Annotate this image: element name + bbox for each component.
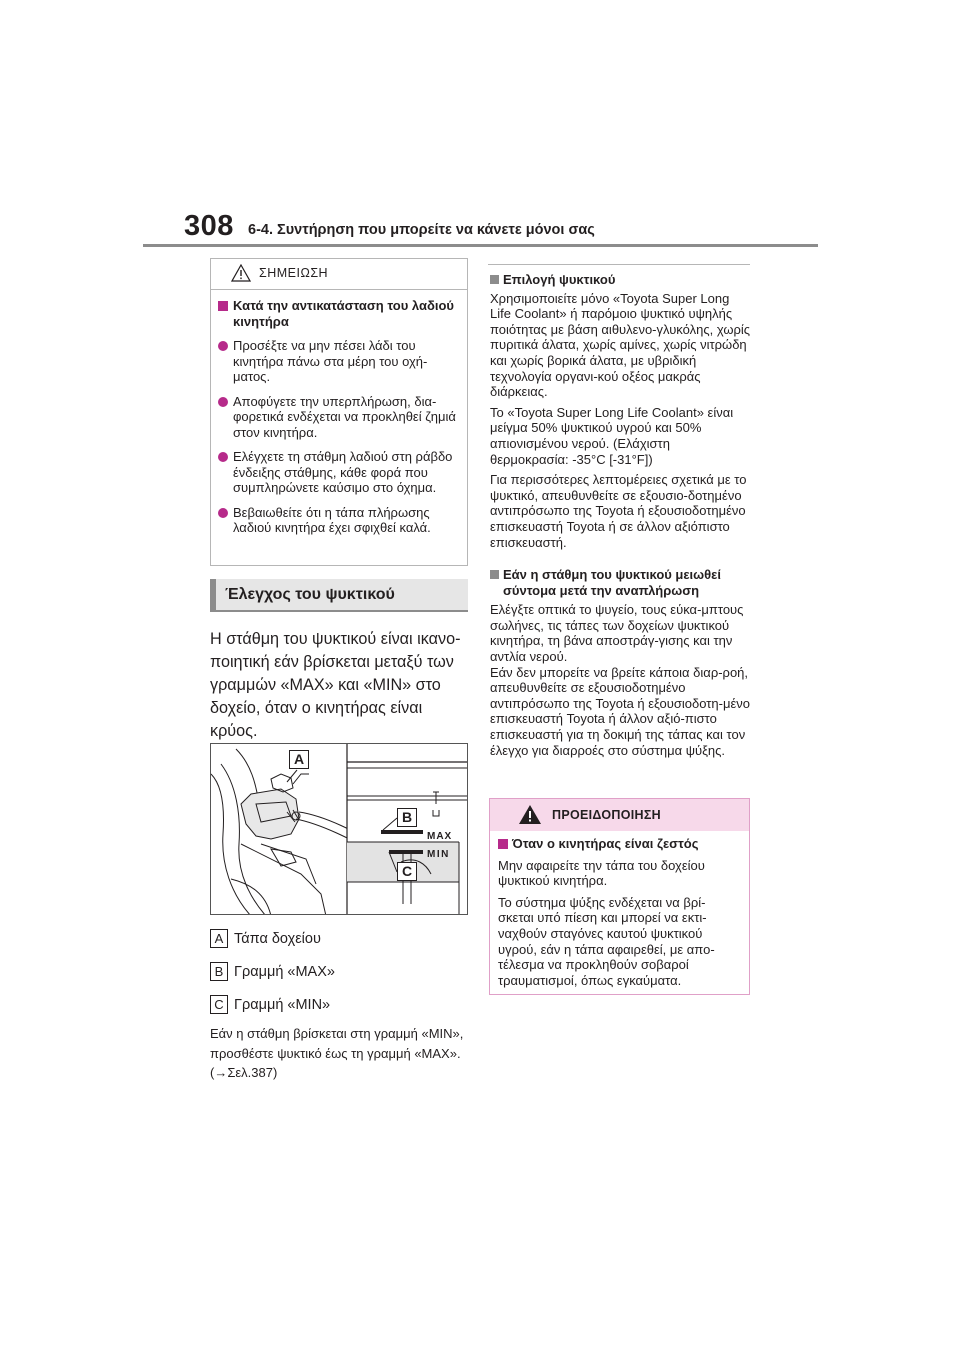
note-bullet-text: Προσέξτε να μην πέσει λάδι του κινητήρα πάνω στα μέρη του οχή-ματος. bbox=[233, 338, 428, 384]
intro-paragraph: Η στάθμη του ψυκτικού είναι ικανο-ποιητική εάν βρίσκεται μεταξύ των γραμμών «MAX» και «MIN» στο δοχείο, όταν ο κινητήρας είναι κρύος. bbox=[210, 630, 461, 740]
note-bullet-text: Ελέγχετε τη στάθμη λαδιού στη ράβδο ένδειξης στάθμης, κάθε φορά που συμπληρώνετε καύσιμο στο όχημα. bbox=[233, 449, 453, 495]
warning-header bbox=[490, 799, 749, 831]
level-drop-heading bbox=[490, 567, 752, 598]
max-marking: MAX bbox=[427, 831, 453, 842]
note-bullet bbox=[218, 338, 459, 385]
level-drop-block bbox=[490, 567, 752, 758]
square-bullet-icon bbox=[498, 839, 508, 849]
level-drop-heading-text: Εάν η στάθμη του ψυκτικού μειωθεί σύντομα μετά την αναπλήρωση bbox=[503, 567, 721, 598]
note-bullet bbox=[218, 394, 459, 441]
legend-key: A bbox=[210, 929, 228, 948]
note-bullet bbox=[218, 505, 459, 536]
warning-box bbox=[489, 798, 750, 995]
min-marking: MIN bbox=[427, 849, 450, 860]
legend-item-a bbox=[210, 929, 470, 948]
note-header bbox=[211, 259, 467, 290]
coolant-choice-p1: Χρησιμοποιείτε μόνο «Toyota Super Long Life Coolant» ή παρόμοιο ψυκτικό υψηλής ποιότητας με βάση αιθυλενο-γλυκόλης, χωρίς πυριτικά άλατα, χωρίς αμίνες, χωρίς νιτρώδη και χωρίς βορικά άλατα, με υβριδική τεχνολογία οργανι-κού οξέος μακράς διάρκειας. bbox=[490, 290, 751, 400]
square-bullet-icon bbox=[490, 570, 499, 579]
note-bullet-text: Βεβαιωθείτε ότι η τάπα πλήρωσης λαδιού κινητήρα έχει σφιχθεί καλά. bbox=[233, 504, 431, 535]
square-bullet-icon bbox=[218, 301, 228, 311]
note-box bbox=[210, 258, 468, 566]
note-title: ΣΗΜΕΙΩΣΗ bbox=[259, 266, 329, 280]
warning-heading bbox=[498, 836, 741, 852]
legend-text: Γραμμή «MAX» bbox=[234, 963, 335, 980]
coolant-reservoir-illustration bbox=[210, 743, 468, 915]
column-rule bbox=[488, 264, 750, 265]
section-heading: Έλεγχος του ψυκτικού bbox=[225, 586, 395, 603]
level-drop-p2: Εάν δεν μπορείτε να βρείτε κάποια διαρ-ροή, απευθυνθείτε σε εξουσιοδοτημένο αντιπρόσωπο της Toyota ή εξουσιοδοτη-μένο επισκευαστή Toyota ή άλλον αξιό-πιστο επισκευαστή για τη δοκιμή της τάπας και τον έλεγχο για διαρροές στο σύστημα ψύξης. bbox=[490, 664, 750, 758]
legend-key: C bbox=[210, 995, 228, 1014]
legend-item-b bbox=[210, 962, 470, 981]
callout-b: B bbox=[397, 808, 417, 827]
warning-heading-text: Όταν ο κινητήρας είναι ζεστός bbox=[512, 836, 699, 851]
callout-c: C bbox=[397, 862, 417, 881]
legend-key: B bbox=[210, 962, 228, 981]
level-drop-p1: Ελέγξτε οπτικά το ψυγείο, τους εύκα-μπτους σωλήνες, τις τάπες των δοχείων ψυκτικού κινητήρα, τη βάνα αποστράγ-γισης και την αντλία νερού. bbox=[490, 602, 744, 664]
round-bullet-icon bbox=[218, 341, 228, 351]
coolant-choice-heading bbox=[490, 272, 752, 288]
square-bullet-icon bbox=[490, 275, 499, 284]
round-bullet-icon bbox=[218, 508, 228, 518]
callout-a: A bbox=[289, 750, 309, 769]
round-bullet-icon bbox=[218, 452, 228, 462]
refill-instruction: Εάν η στάθμη βρίσκεται στη γραμμή «MIN», προσθέστε ψυκτικό έως τη γραμμή «MAX». (→Σελ.387) bbox=[210, 1026, 464, 1080]
warning-title: ΠΡΟΕΙΔΟΠΟΙΗΣΗ bbox=[552, 808, 661, 822]
section-stripe bbox=[210, 579, 216, 610]
warning-p2: Το σύστημα ψύξης ενδέχεται να βρί-σκεται υπό πίεση και μπορεί να εκτι-ναχθούν σταγόνες καυτού ψυκτικού υγρού, εάν η τάπα αφαιρεθεί, με απο-τέλεσμα να προκληθούν σοβαροί τραυματισμοί, όπως εγκαύματα. bbox=[498, 894, 715, 988]
warning-triangle-icon bbox=[518, 804, 542, 825]
caution-triangle-icon bbox=[231, 264, 251, 282]
legend-text: Τάπα δοχείου bbox=[234, 930, 321, 947]
page-number: 308 bbox=[184, 210, 234, 242]
coolant-choice-p2: Το «Toyota Super Long Life Coolant» είναι μείγμα 50% ψυκτικού υγρού και 50% απιονισμένου νερού. (Ελάχιστη θερμοκρασία: -35°C [-31°F]) bbox=[490, 404, 734, 467]
round-bullet-icon bbox=[218, 397, 228, 407]
warning-p1: Μην αφαιρείτε την τάπα του δοχείου ψυκτικού κινητήρα. bbox=[498, 857, 705, 889]
callout-leaders bbox=[211, 744, 468, 915]
coolant-choice-p3: Για περισσότερες λεπτομέρειες σχετικά με το ψυκτικό, απευθυνθείτε σε εξουσιο-δοτημένο αντιπρόσωπο της Toyota ή εξουσιοδοτημένο επισκευαστή Toyota ή σε άλλον αξιόπιστο επισκευαστή. bbox=[490, 472, 747, 550]
note-bullet-text: Αποφύγετε την υπερπλήρωση, δια-φορετικά ενδέχεται να προκληθεί ζημιά στον κινητήρα. bbox=[233, 393, 456, 440]
legend-text: Γραμμή «MIN» bbox=[234, 996, 331, 1013]
header-rule bbox=[143, 244, 818, 247]
coolant-choice-block bbox=[490, 272, 752, 550]
note-heading bbox=[218, 298, 459, 329]
note-bullet bbox=[218, 449, 459, 496]
section-heading-bar bbox=[210, 579, 468, 612]
coolant-choice-heading-text: Επιλογή ψυκτικού bbox=[503, 272, 616, 287]
legend-item-c bbox=[210, 995, 470, 1014]
section-title: 6-4. Συντήρηση που μπορείτε να κάνετε μόνοι σας bbox=[248, 222, 595, 238]
note-heading-text: Κατά την αντικατάσταση του λαδιού κινητήρα bbox=[233, 298, 454, 329]
